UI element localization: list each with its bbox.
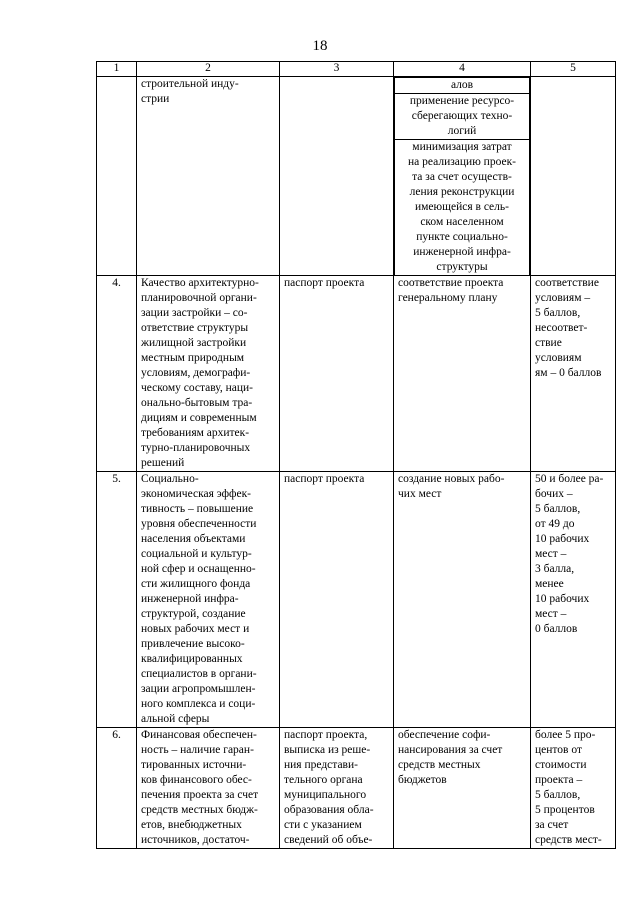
continuation-row [97,77,616,276]
text-line: населения объектами [141,533,246,545]
text-line: дициям и современным [141,412,257,424]
text-line: ной сфер и оснащенно- [141,563,256,575]
indicator-cell [394,276,531,472]
score-cell [531,77,616,276]
text-line: создание новых рабо- [398,473,505,485]
text-line: обеспечение софи- [398,729,491,741]
text-line: 10 рабочих [535,593,590,605]
text-line: ям – 0 баллов [535,367,602,379]
table-row [97,472,616,728]
text-line: применение ресурсо- [409,95,515,107]
text-line: паспорт проекта [284,473,365,485]
text-line: ность – наличие гаран- [141,744,254,756]
text-line: мест – [535,608,567,620]
text-line: сти с указанием [284,819,362,831]
text-line: местным природным [141,352,245,364]
text-line: структуры [436,261,488,273]
text-line: пункте социально- [416,231,508,243]
criterion-cell [137,77,280,276]
text-line: новых рабочих мест и [141,623,250,635]
text-line: 10 рабочих [535,533,590,545]
text-line: менее [535,578,564,590]
table-row [97,728,616,849]
text-line: тивность – повышение [141,503,254,515]
score-cell [531,472,616,728]
text-line: 50 и более ра- [535,473,604,485]
text-line: бочих – [535,488,573,500]
text-line: зации агропромышлен- [141,683,256,695]
text-line: источников, достаточ- [141,834,250,846]
indicator-cell [394,77,531,276]
text-line: чих мест [398,488,442,500]
indicator-part [395,140,530,276]
text-line: Социально- [141,473,199,485]
indicator-subtable [394,77,530,275]
text-line: 5 баллов, [535,789,581,801]
text-line: Финансовая обеспечен- [141,729,257,741]
text-line: на реализацию проек- [408,156,516,168]
text-line: средств местных бюдж- [141,804,258,816]
text-line: ков финансового обес- [141,774,252,786]
text-line: тельного органа [284,774,363,786]
text-line: паспорт проекта [284,277,365,289]
text-line: турно-планировочных [141,442,251,454]
row-number-cell: 4. [97,276,137,472]
text-line: условиям – [535,292,591,304]
text-line: 5 баллов, [535,307,581,319]
table-row [97,276,616,472]
text-line: онально-бытовым тра- [141,397,253,409]
document-cell [280,472,394,728]
text-line: альной сферы [141,713,210,725]
score-cell [531,276,616,472]
text-line: проекта – [535,774,583,786]
text-line: планировочной органи- [141,292,257,304]
indicator-cell [394,472,531,728]
text-line: стоимости [535,759,587,771]
text-line: печения проекта за счет [141,789,259,801]
text-line: ления реконструкции [409,186,515,198]
header-cell: 4 [394,62,531,77]
text-line: логий [447,125,477,137]
text-line: образования обла- [284,804,374,816]
text-line: привлечение высоко- [141,638,245,650]
text-line: жилищной застройки [141,337,247,349]
text-line: выписка из реше- [284,744,371,756]
text-line: соответствие [535,277,599,289]
row-number-cell [97,77,137,276]
text-line: средств местных [398,759,481,771]
header-cell: 5 [531,62,616,77]
text-line: соответствие проекта [398,277,504,289]
document-cell [280,77,394,276]
text-line: экономическая эффек- [141,488,251,500]
score-cell [531,728,616,849]
criterion-cell [137,276,280,472]
text-line: структурой, создание [141,608,246,620]
text-line: ствие условиям [535,337,582,364]
page-number: 18 [312,38,328,54]
text-line: ответствие структуры [141,322,249,334]
document-cell [280,728,394,849]
text-line: от 49 до [535,518,575,530]
text-line: специалистов в органи- [141,668,257,680]
text-line: несоответ- [535,322,588,334]
text-line: ском населенном [420,216,504,228]
indicator-part [395,78,530,94]
text-line: етов, внебюджетных [141,819,242,831]
indicator-part [395,94,530,140]
text-line: ния представи- [284,759,358,771]
text-line: строительной инду- [141,78,239,90]
text-line: паспорт проекта, [284,729,368,741]
text-line: генеральному плану [398,292,498,304]
text-line: инженерной инфра- [413,246,511,258]
text-line: уровня обеспеченности [141,518,257,530]
header-row [97,62,616,77]
text-line: алов [450,79,474,91]
text-line: решений [141,457,185,469]
text-line: Качество архитектурно- [141,277,259,289]
text-line: квалифицированных [141,653,243,665]
text-line: 0 баллов [535,623,578,635]
text-line: ческому составу, наци- [141,382,254,394]
text-line: более 5 про- [535,729,596,741]
text-line: условиям, демографи- [141,367,251,379]
document-cell [280,276,394,472]
text-line: муниципального [284,789,367,801]
header-cell: 2 [137,62,280,77]
text-line: сберегающих техно- [411,110,513,122]
text-line: нансирования за счет [398,744,503,756]
indicator-cell [394,728,531,849]
text-line: средств мест- [535,834,602,846]
text-line: 5 процентов [535,804,595,816]
row-number-cell: 5. [97,472,137,728]
text-line: стрии [141,93,170,105]
text-line: центов от [535,744,582,756]
criterion-cell [137,472,280,728]
text-line: 5 баллов, [535,503,581,515]
text-line: инженерной инфра- [141,593,239,605]
header-cell: 1 [97,62,137,77]
text-line: 3 балла, [535,563,575,575]
text-line: социальной и культур- [141,548,252,560]
text-line: требованиям архитек- [141,427,250,439]
criterion-cell [137,728,280,849]
criteria-table [96,61,616,849]
text-line: бюджетов [398,774,447,786]
text-line: имеющейся в сель- [415,201,509,213]
text-line: тированных источни- [141,759,247,771]
header-cell: 3 [280,62,394,77]
text-line: минимизация затрат [412,141,512,153]
text-line: мест – [535,548,567,560]
text-line: та за счет осуществ- [412,171,512,183]
row-number-cell: 6. [97,728,137,849]
text-line: сти жилищного фонда [141,578,251,590]
text-line: зации застройки – со- [141,307,248,319]
text-line: сведений об объе- [284,834,373,846]
text-line: за счет [535,819,569,831]
text-line: ного комплекса и соци- [141,698,256,710]
